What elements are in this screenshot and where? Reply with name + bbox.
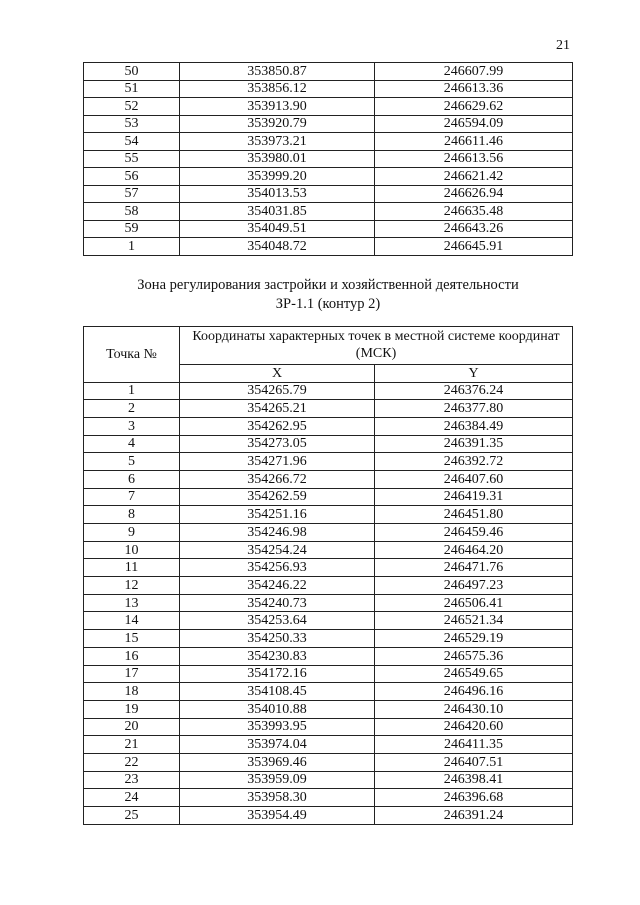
point-number-cell: 6	[84, 470, 180, 488]
y-coordinate-cell: 246398.41	[375, 771, 573, 789]
point-number-cell: 50	[84, 63, 180, 81]
x-coordinate-cell: 354262.59	[180, 488, 375, 506]
y-coordinate-cell: 246419.31	[375, 488, 573, 506]
y-coordinate-cell: 246471.76	[375, 559, 573, 577]
y-coordinate-cell: 246377.80	[375, 400, 573, 418]
x-coordinate-cell: 353958.30	[180, 789, 375, 807]
point-number-cell: 8	[84, 506, 180, 524]
table-row	[84, 98, 573, 116]
y-coordinate-cell: 246635.48	[375, 203, 573, 221]
y-coordinate-cell: 246621.42	[375, 168, 573, 186]
table-row	[84, 133, 573, 151]
point-number-cell: 58	[84, 203, 180, 221]
table-row	[84, 470, 573, 488]
point-number-cell: 7	[84, 488, 180, 506]
table-row	[84, 220, 573, 238]
x-coordinate-cell: 354172.16	[180, 665, 375, 683]
point-number-cell: 15	[84, 630, 180, 648]
table-row	[84, 488, 573, 506]
x-coordinate-cell: 354271.96	[180, 453, 375, 471]
table-row	[84, 382, 573, 400]
y-coordinate-cell: 246396.68	[375, 789, 573, 807]
y-coordinate-cell: 246451.80	[375, 506, 573, 524]
point-number-cell: 25	[84, 807, 180, 825]
table-row	[84, 506, 573, 524]
x-coordinate-cell: 353999.20	[180, 168, 375, 186]
y-coordinate-cell: 246521.34	[375, 612, 573, 630]
table-row	[84, 417, 573, 435]
point-number-cell: 22	[84, 753, 180, 771]
x-coordinate-cell: 354254.24	[180, 541, 375, 559]
y-coordinate-cell: 246506.41	[375, 594, 573, 612]
x-coordinate-cell: 354240.73	[180, 594, 375, 612]
table-row	[84, 435, 573, 453]
x-coordinate-cell: 354031.85	[180, 203, 375, 221]
point-number-cell: 57	[84, 185, 180, 203]
point-number-cell: 10	[84, 541, 180, 559]
y-coordinate-cell: 246613.36	[375, 80, 573, 98]
y-coordinate-cell: 246407.60	[375, 470, 573, 488]
point-number-cell: 4	[84, 435, 180, 453]
x-coordinate-cell: 353959.09	[180, 771, 375, 789]
x-coordinate-cell: 353993.95	[180, 718, 375, 736]
table-row	[84, 80, 573, 98]
x-coordinate-cell: 353973.21	[180, 133, 375, 151]
x-coordinate-cell: 354250.33	[180, 630, 375, 648]
point-number-cell: 59	[84, 220, 180, 238]
y-coordinate-cell: 246594.09	[375, 115, 573, 133]
y-coordinate-cell: 246549.65	[375, 665, 573, 683]
point-number-cell: 51	[84, 80, 180, 98]
table-row	[84, 559, 573, 577]
x-coordinate-cell: 354246.22	[180, 577, 375, 595]
table-row	[84, 665, 573, 683]
point-number-cell: 54	[84, 133, 180, 151]
table-row	[84, 647, 573, 665]
table-row	[84, 541, 573, 559]
table2-body	[84, 382, 573, 824]
y-coordinate-cell: 246420.60	[375, 718, 573, 736]
header-x: X	[180, 365, 375, 383]
x-coordinate-cell: 354265.21	[180, 400, 375, 418]
y-coordinate-cell: 246497.23	[375, 577, 573, 595]
x-coordinate-cell: 354013.53	[180, 185, 375, 203]
y-coordinate-cell: 246629.62	[375, 98, 573, 116]
point-number-cell: 13	[84, 594, 180, 612]
x-coordinate-cell: 353920.79	[180, 115, 375, 133]
table-row	[84, 594, 573, 612]
x-coordinate-cell: 354265.79	[180, 382, 375, 400]
point-number-cell: 56	[84, 168, 180, 186]
point-number-cell: 21	[84, 736, 180, 754]
x-coordinate-cell: 354273.05	[180, 435, 375, 453]
coordinates-table-continued	[83, 62, 573, 256]
table-row	[84, 400, 573, 418]
y-coordinate-cell: 246376.24	[375, 382, 573, 400]
point-number-cell: 1	[84, 382, 180, 400]
point-number-cell: 55	[84, 150, 180, 168]
point-number-cell: 20	[84, 718, 180, 736]
table-row	[84, 753, 573, 771]
table1-body	[84, 63, 573, 256]
table-row	[84, 771, 573, 789]
x-coordinate-cell: 354246.98	[180, 524, 375, 542]
coordinates-table-zr-1-1-contour-2	[83, 326, 573, 825]
y-coordinate-cell: 246575.36	[375, 647, 573, 665]
x-coordinate-cell: 354266.72	[180, 470, 375, 488]
y-coordinate-cell: 246496.16	[375, 683, 573, 701]
table-row	[84, 524, 573, 542]
point-number-cell: 9	[84, 524, 180, 542]
section-title-line1: Зона регулирования застройки и хозяйственной деятельности	[137, 277, 519, 293]
point-number-cell: 12	[84, 577, 180, 595]
x-coordinate-cell: 353856.12	[180, 80, 375, 98]
table-row	[84, 736, 573, 754]
x-coordinate-cell: 354262.95	[180, 417, 375, 435]
y-coordinate-cell: 246464.20	[375, 541, 573, 559]
x-coordinate-cell: 353850.87	[180, 63, 375, 81]
y-coordinate-cell: 246430.10	[375, 700, 573, 718]
point-number-cell: 24	[84, 789, 180, 807]
point-number-cell: 1	[84, 238, 180, 256]
y-coordinate-cell: 246643.26	[375, 220, 573, 238]
y-coordinate-cell: 246391.35	[375, 435, 573, 453]
x-coordinate-cell: 354108.45	[180, 683, 375, 701]
y-coordinate-cell: 246407.51	[375, 753, 573, 771]
x-coordinate-cell: 354256.93	[180, 559, 375, 577]
table-row	[84, 700, 573, 718]
point-number-cell: 14	[84, 612, 180, 630]
x-coordinate-cell: 353954.49	[180, 807, 375, 825]
y-coordinate-cell: 246529.19	[375, 630, 573, 648]
table-row	[84, 577, 573, 595]
table-row	[84, 789, 573, 807]
y-coordinate-cell: 246391.24	[375, 807, 573, 825]
point-number-cell: 16	[84, 647, 180, 665]
x-coordinate-cell: 353980.01	[180, 150, 375, 168]
x-coordinate-cell: 353913.90	[180, 98, 375, 116]
table-row	[84, 718, 573, 736]
y-coordinate-cell: 246645.91	[375, 238, 573, 256]
point-number-cell: 19	[84, 700, 180, 718]
table-row	[84, 612, 573, 630]
y-coordinate-cell: 246613.56	[375, 150, 573, 168]
point-number-cell: 3	[84, 417, 180, 435]
table-row	[84, 150, 573, 168]
x-coordinate-cell: 354253.64	[180, 612, 375, 630]
y-coordinate-cell: 246626.94	[375, 185, 573, 203]
x-coordinate-cell: 354251.16	[180, 506, 375, 524]
x-coordinate-cell: 354010.88	[180, 700, 375, 718]
point-number-cell: 2	[84, 400, 180, 418]
header-y: Y	[375, 365, 573, 383]
table-row	[84, 238, 573, 256]
table-row	[84, 683, 573, 701]
header-point-number: Точка №	[84, 327, 180, 383]
table-row	[84, 807, 573, 825]
table-row	[84, 185, 573, 203]
section-title-line2: ЗР-1.1 (контур 2)	[275, 296, 381, 312]
point-number-cell: 5	[84, 453, 180, 471]
table-row	[84, 203, 573, 221]
y-coordinate-cell: 246611.46	[375, 133, 573, 151]
y-coordinate-cell: 246607.99	[375, 63, 573, 81]
table-row	[84, 630, 573, 648]
table-row	[84, 63, 573, 81]
point-number-cell: 52	[84, 98, 180, 116]
section-title	[0, 276, 640, 314]
table-row	[84, 115, 573, 133]
x-coordinate-cell: 353969.46	[180, 753, 375, 771]
table-row	[84, 453, 573, 471]
table2-header	[84, 327, 573, 383]
point-number-cell: 11	[84, 559, 180, 577]
y-coordinate-cell: 246411.35	[375, 736, 573, 754]
x-coordinate-cell: 354049.51	[180, 220, 375, 238]
point-number-cell: 53	[84, 115, 180, 133]
point-number-cell: 23	[84, 771, 180, 789]
y-coordinate-cell: 246459.46	[375, 524, 573, 542]
x-coordinate-cell: 354230.83	[180, 647, 375, 665]
point-number-cell: 17	[84, 665, 180, 683]
table-row	[84, 168, 573, 186]
page-number: 21	[556, 38, 570, 53]
point-number-cell: 18	[84, 683, 180, 701]
y-coordinate-cell: 246384.49	[375, 417, 573, 435]
y-coordinate-cell: 246392.72	[375, 453, 573, 471]
header-coordinates: Координаты характерных точек в местной системе координат (МСК)	[180, 327, 573, 365]
x-coordinate-cell: 354048.72	[180, 238, 375, 256]
x-coordinate-cell: 353974.04	[180, 736, 375, 754]
